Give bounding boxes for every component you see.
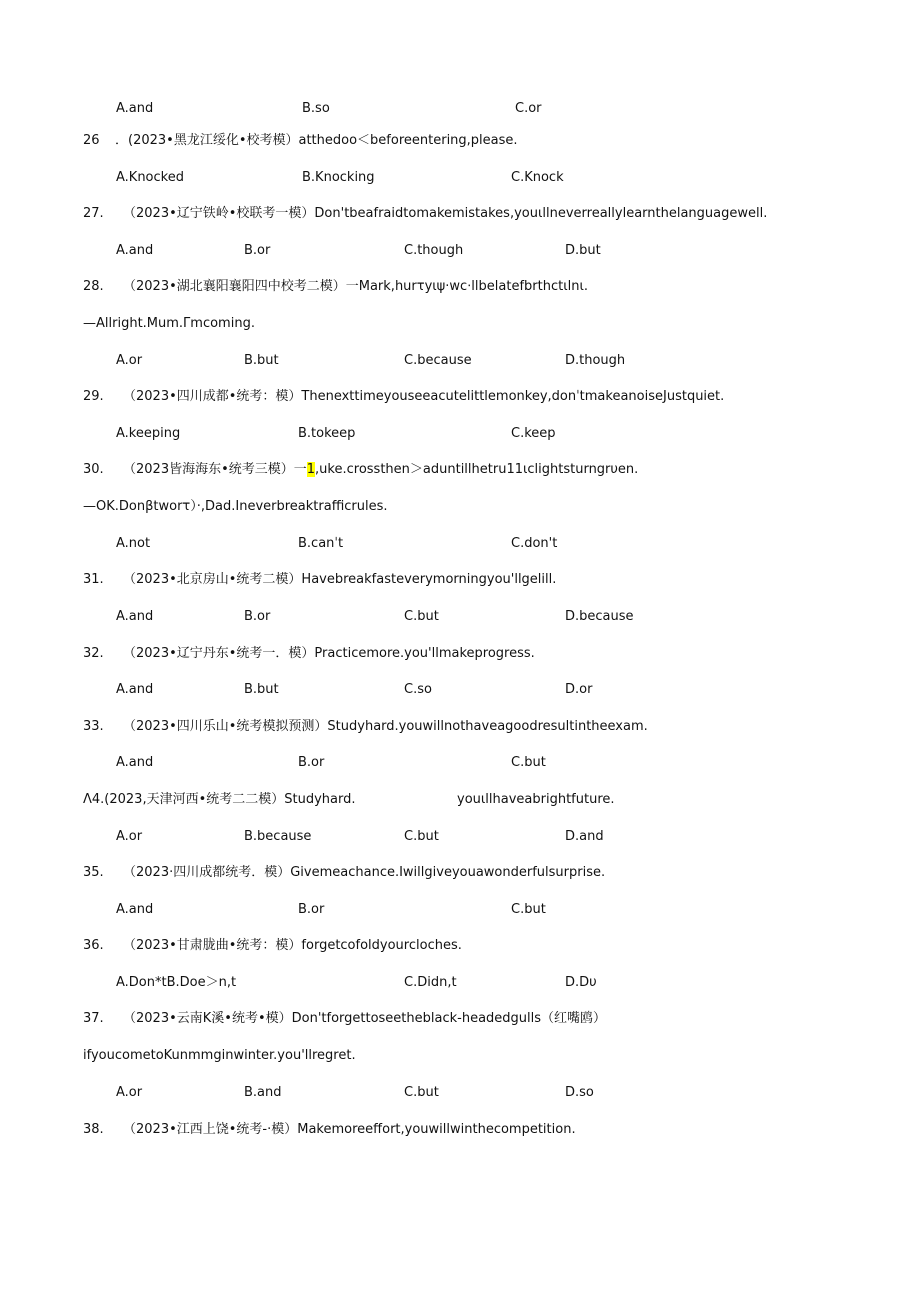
question-text-continued: —Allright.Mum.Γmcoming. — [83, 316, 255, 331]
question-text-part: youιllhaveabrightfuture. — [457, 792, 615, 807]
option: D.and — [565, 829, 604, 844]
option: A.or — [116, 829, 143, 844]
option: C.so — [404, 682, 432, 697]
question-number: 26 — [83, 133, 100, 148]
option: B.or — [244, 243, 271, 258]
option: A.and — [116, 609, 154, 624]
question-number: 30. — [83, 462, 104, 477]
option: C.but — [511, 755, 546, 770]
option: C.but — [404, 829, 439, 844]
option: A.and — [116, 243, 154, 258]
question-text: （2023•辽宁铁岭•校联考一模）Don'tbeafraidtomakemistakes,youιllneverreallylearnthelanguagewell. — [123, 206, 768, 221]
option: A.or — [116, 1085, 143, 1100]
option: A.and — [116, 101, 154, 116]
option: A.and — [116, 755, 154, 770]
question-text: （2023•辽宁丹东•统考一．模）Practicemore.you'llmakeprogress. — [123, 646, 535, 661]
option: C.but — [511, 902, 546, 917]
question-text-continued: ifyoucometoKunmmginwinter.you'llregret. — [83, 1048, 356, 1063]
option: C.though — [404, 243, 464, 258]
option: B.because — [244, 829, 312, 844]
question-number: 27. — [83, 206, 104, 221]
question-text: Λ4.(2023,天津河西•统考二二模）Studyhard. — [83, 792, 356, 807]
option: A.Don*tB.Doe＞n,t — [116, 975, 237, 990]
option: B.and — [244, 1085, 282, 1100]
option: C.Knock — [511, 170, 564, 185]
question-number: 32. — [83, 646, 104, 661]
question-number: 28. — [83, 279, 104, 294]
highlight-mark: 1 — [306, 462, 316, 477]
question-text: （2023•甘肃胧曲•统考：模）forgetcofoldyourcloches. — [123, 938, 462, 953]
question-text: （2023•湖北襄阳襄阳四中校考二模）一Mark,hurτyιψ·wc⋅llbelatefbrthctιlnι. — [123, 279, 588, 294]
option: C.because — [404, 353, 472, 368]
question-text: ．(2023•黑龙江绥化•校考模）atthedoo＜beforeentering,please. — [115, 133, 518, 148]
question-text: （2023•北京房山•统考二模）Havebreakfasteverymorningyou'llgelill. — [123, 572, 557, 587]
option: A.Knocked — [116, 170, 184, 185]
option: A.keeping — [116, 426, 181, 441]
question-text: （2023•江西上饶•统考-·模）Makemoreeffort,youwillwinthecompetition. — [123, 1122, 576, 1137]
option: A.and — [116, 682, 154, 697]
question-number: 31. — [83, 572, 104, 587]
question-text — [123, 461, 638, 479]
option: C.or — [515, 101, 542, 116]
question-number: 37. — [83, 1011, 104, 1026]
question-number: 35. — [83, 865, 104, 880]
option: B.canˈt — [298, 536, 344, 551]
option: B.but — [244, 682, 279, 697]
option: D.though — [565, 353, 626, 368]
option: C.Didn,t — [404, 975, 457, 990]
option: B.so — [302, 101, 330, 116]
option: D.but — [565, 243, 601, 258]
option: B.Knocking — [302, 170, 375, 185]
option: C.don't — [511, 536, 558, 551]
question-text: （2023·四川成都统考．模）Givemeachance.Iwillgiveyouawonderfulsurprise. — [123, 865, 606, 880]
option: C.but — [404, 609, 439, 624]
question-text-continued: —OK.Donβtworτ）·,Dad.Ineverbreaktrafficrules. — [83, 499, 388, 514]
question-number: 36. — [83, 938, 104, 953]
option: D.so — [565, 1085, 594, 1100]
question-number: 29. — [83, 389, 104, 404]
option: B.or — [298, 755, 325, 770]
question-text-part: （2023皆海海东•统考三模）一 — [123, 462, 307, 477]
option: B.tokeep — [298, 426, 356, 441]
option: A.or — [116, 353, 143, 368]
question-text-part: ,uke.crossthen＞aduntillhetru11ιclightsturngrυen. — [315, 462, 639, 477]
option: C.keep — [511, 426, 556, 441]
option: B.or — [298, 902, 325, 917]
option: B.or — [244, 609, 271, 624]
option: D.Dυ — [565, 975, 597, 990]
option: C.but — [404, 1085, 439, 1100]
option: D.or — [565, 682, 593, 697]
option: B.but — [244, 353, 279, 368]
option: A.not — [116, 536, 151, 551]
option: D.because — [565, 609, 634, 624]
question-text: （2023•四川成都•统考：模）Thenexttimeyouseeacutelittlemonkey,donˈtmakeanoiseJustquiet. — [123, 389, 725, 404]
option: A.and — [116, 902, 154, 917]
question-text: （2023•四川乐山•统考模拟预测）Studyhard.youwillnothaveagoodresultintheexam. — [123, 719, 648, 734]
question-number: 33. — [83, 719, 104, 734]
question-text: （2023•云南K溪•统考•模）Don'tforgettoseetheblack-headedgulls（红嘴鸥） — [123, 1011, 607, 1026]
question-number: 38. — [83, 1122, 104, 1137]
